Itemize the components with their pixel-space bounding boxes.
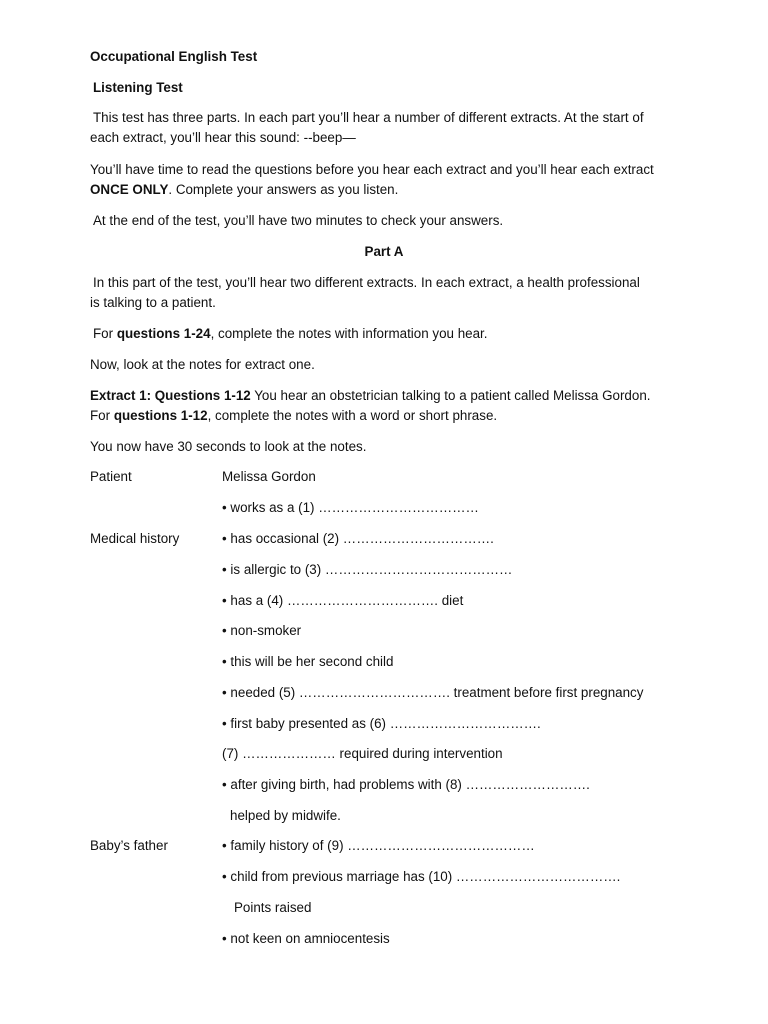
amniocentesis-note: • not keen on amniocentesis: [222, 931, 390, 946]
question-6-blank: • first baby presented as (6) …………………………….: [222, 716, 541, 731]
questions-range-emphasis: questions 1-24: [116, 326, 211, 341]
patient-name: Melissa Gordon: [222, 469, 316, 484]
question-3-blank: • is allergic to (3) ……………………………………: [222, 562, 512, 577]
patient-label: Patient: [90, 469, 132, 484]
extract-1-description: You hear an obstetrician talking to a patient called Melissa Gordon.: [250, 388, 651, 403]
question-8-blank: • after giving birth, had problems with (8) ……………………….: [222, 777, 590, 792]
extract-1-for-rest: , complete the notes with a word or short phrase.: [207, 408, 498, 423]
non-smoker-note: • non-smoker: [222, 623, 301, 638]
question-9-blank: • family history of (9) ……………………………………: [222, 838, 535, 853]
once-only-emphasis: ONCE ONLY: [90, 182, 169, 197]
extract-1-line: [90, 387, 651, 405]
question-10-blank: • child from previous marriage has (10) ……………………………….: [222, 869, 620, 884]
note-item: [222, 684, 643, 702]
note-item: [222, 868, 620, 886]
time-line-2: [90, 181, 398, 199]
medical-history-label: Medical history: [90, 531, 180, 546]
extract-1-for-line: [90, 407, 497, 425]
time-line-2-rest: . Complete your answers as you listen.: [168, 182, 399, 197]
question-7-blank: (7) ………………… required during intervention: [222, 746, 503, 761]
document-title: Occupational English Test: [90, 49, 258, 64]
note-item: [222, 561, 512, 579]
time-line-1: You’ll have time to read the questions before you hear each extract and you’ll hear each extract: [90, 162, 654, 177]
note-item: [222, 592, 463, 610]
note-item: [222, 530, 494, 548]
thirty-seconds-line: You now have 30 seconds to look at the notes.: [90, 439, 367, 454]
note-item: [222, 622, 301, 640]
for-prefix: For: [93, 326, 117, 341]
second-child-note: • this will be her second child: [222, 654, 393, 669]
babys-father-label: Baby’s father: [90, 838, 168, 853]
note-item: [222, 715, 541, 733]
for-rest: , complete the notes with information you hear.: [210, 326, 488, 341]
points-raised-label: Points raised: [234, 900, 312, 915]
helped-by-midwife-note: helped by midwife.: [230, 808, 341, 823]
extract-1-questions-emphasis: questions 1-12: [113, 408, 208, 423]
note-item: [222, 499, 479, 517]
intro-line-2: each extract, you’ll hear this sound: --beep—: [90, 130, 356, 145]
document-subtitle: Listening Test: [93, 80, 183, 95]
question-1-blank: • works as a (1) ………………………………: [222, 500, 479, 515]
note-item: [222, 930, 390, 948]
intro-line-1: This test has three parts. In each part you’ll hear a number of different extracts. At the start of: [93, 110, 644, 125]
question-5-blank: • needed (5) ……………………………. treatment before first pregnancy: [222, 685, 643, 700]
questions-1-24-line: [93, 325, 487, 343]
now-look-line: Now, look at the notes for extract one.: [90, 357, 315, 372]
part-a-heading: Part A: [364, 244, 404, 259]
extract-1-for-prefix: For: [90, 408, 114, 423]
question-2-blank: • has occasional (2) …………………………….: [222, 531, 494, 546]
part-a-line-2: is talking to a patient.: [90, 295, 216, 310]
note-item: [222, 653, 393, 671]
note-item: [222, 837, 535, 855]
note-item: [222, 776, 590, 794]
question-4-blank: • has a (4) ……………………………. diet: [222, 593, 463, 608]
extract-1-heading: Extract 1: Questions 1-12: [90, 388, 251, 403]
end-of-test-line: At the end of the test, you’ll have two minutes to check your answers.: [93, 213, 504, 228]
part-a-line-1: In this part of the test, you’ll hear two different extracts. In each extract, a health professional: [93, 275, 640, 290]
